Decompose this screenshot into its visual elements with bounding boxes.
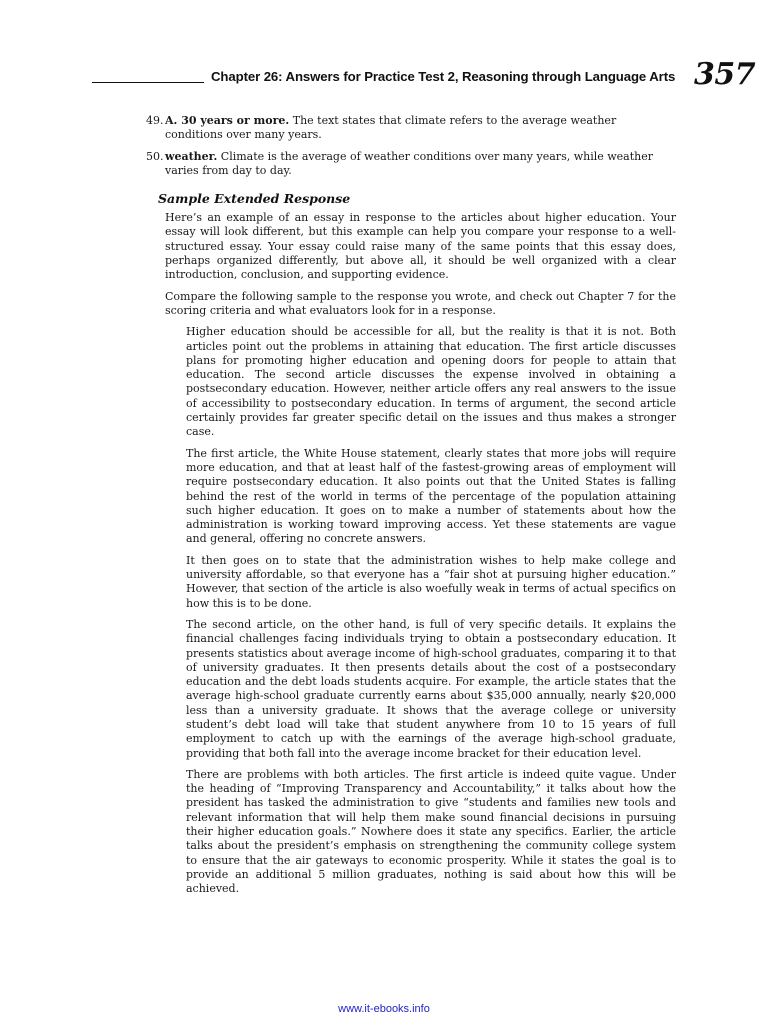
essay-paragraph: The first article, the White House statement, clearly states that more jobs will require more education, and that at least half of the fastest-growing areas of employment will require postsecondary education. It also points out that the United States is falling behind the rest of the world in terms of the percentage of the population attaining such higher education. It goes on to make a number of statements about how the administration is working toward improving access. Yet these statements are vague and general, offering no concrete answers.	[186, 446, 676, 546]
answer-item	[146, 114, 676, 143]
intro-paragraph: Compare the following sample to the response you wrote, and check out Chapter 7 for the scoring criteria and what evaluators look for in a response.	[165, 289, 676, 317]
essay-paragraph: There are problems with both articles. The first article is indeed quite vague. Under the heading of “Improving Transparency and Accountability,” it talks about how the president has tasked the administration to give “students and families new tools and relevant information that will help them make sound financial decisions in pursuing their higher education goals.” Nowhere does it state any specifics. Earlier, the article talks about the president’s emphasis on strengthening the community college system to ensure that the air gateways to economic prosperity. While it states the goal is to provide an additional 5 million graduates, nothing is said about how this will be achieved.	[186, 767, 676, 896]
header-rule	[92, 82, 204, 83]
essay-paragraph: It then goes on to state that the administration wishes to help make college and university affordable, so that everyone has a “fair shot at pursuing higher education.” However, that section of the article is also woefully weak in terms of actual specifics on how this is to be done.	[186, 553, 676, 610]
page-content	[146, 114, 676, 904]
answer-explanation: Climate is the average of weather conditions over many years, while weather varies from day to day.	[165, 149, 653, 177]
intro-paragraph: Here’s an example of an essay in response to the articles about higher education. Your essay will look different, but this example can help you compare your response to a well-structured essay. Your essay could raise many of the same points that this essay does, perhaps organized differently, but above all, it should be well organized with a clear introduction, conclusion, and supporting evidence.	[165, 211, 676, 282]
answer-item	[146, 150, 676, 179]
page-number: 357	[694, 57, 756, 92]
answer-number: 50.	[146, 149, 164, 163]
answer-number: 49.	[146, 114, 164, 127]
section-heading: Sample Extended Response	[158, 191, 351, 207]
sample-essay	[186, 325, 676, 896]
chapter-title: Chapter 26: Answers for Practice Test 2, Reasoning through Language Arts	[211, 69, 676, 84]
essay-paragraph: The second article, on the other hand, is full of very specific details. It explains the financial challenges facing individuals trying to obtain a postsecondary education. It presents statistics about average income of high-school graduates, comparing it to that of university graduates. It then presents details about the cost of a postsecondary education and the debt loads students acquire. For example, the article states that the average high-school graduate currently earns about $35,000 annually, nearly $20,000 less than a university graduate. It shows that the average college or university student’s debt load will take that student anywhere from 10 to 15 years of full employment to catch up with the earnings of the average high-school graduate, providing that both fall into the average income bracket for their education level.	[186, 617, 676, 760]
answer-explanation: The text states that climate refers to the average weather conditions over many years.	[165, 114, 617, 142]
footer-link[interactable]: www.it-ebooks.info	[338, 1003, 430, 1015]
answer-key: A. 30 years or more.	[165, 114, 290, 127]
answer-key: weather.	[165, 149, 218, 163]
essay-paragraph: Higher education should be accessible for all, but the reality is that it is not. Both articles point out the problems in attaining that education. The first article discusses plans for promoting higher education and opening doors for people to attain that education. The second article discusses the expense involved in obtaining a postsecondary education. However, neither article offers any real answers to the issue of accessibility to postsecondary education. In terms of argument, the second article certainly provides far greater specific detail on the issues and thus makes a stronger case.	[186, 325, 676, 439]
